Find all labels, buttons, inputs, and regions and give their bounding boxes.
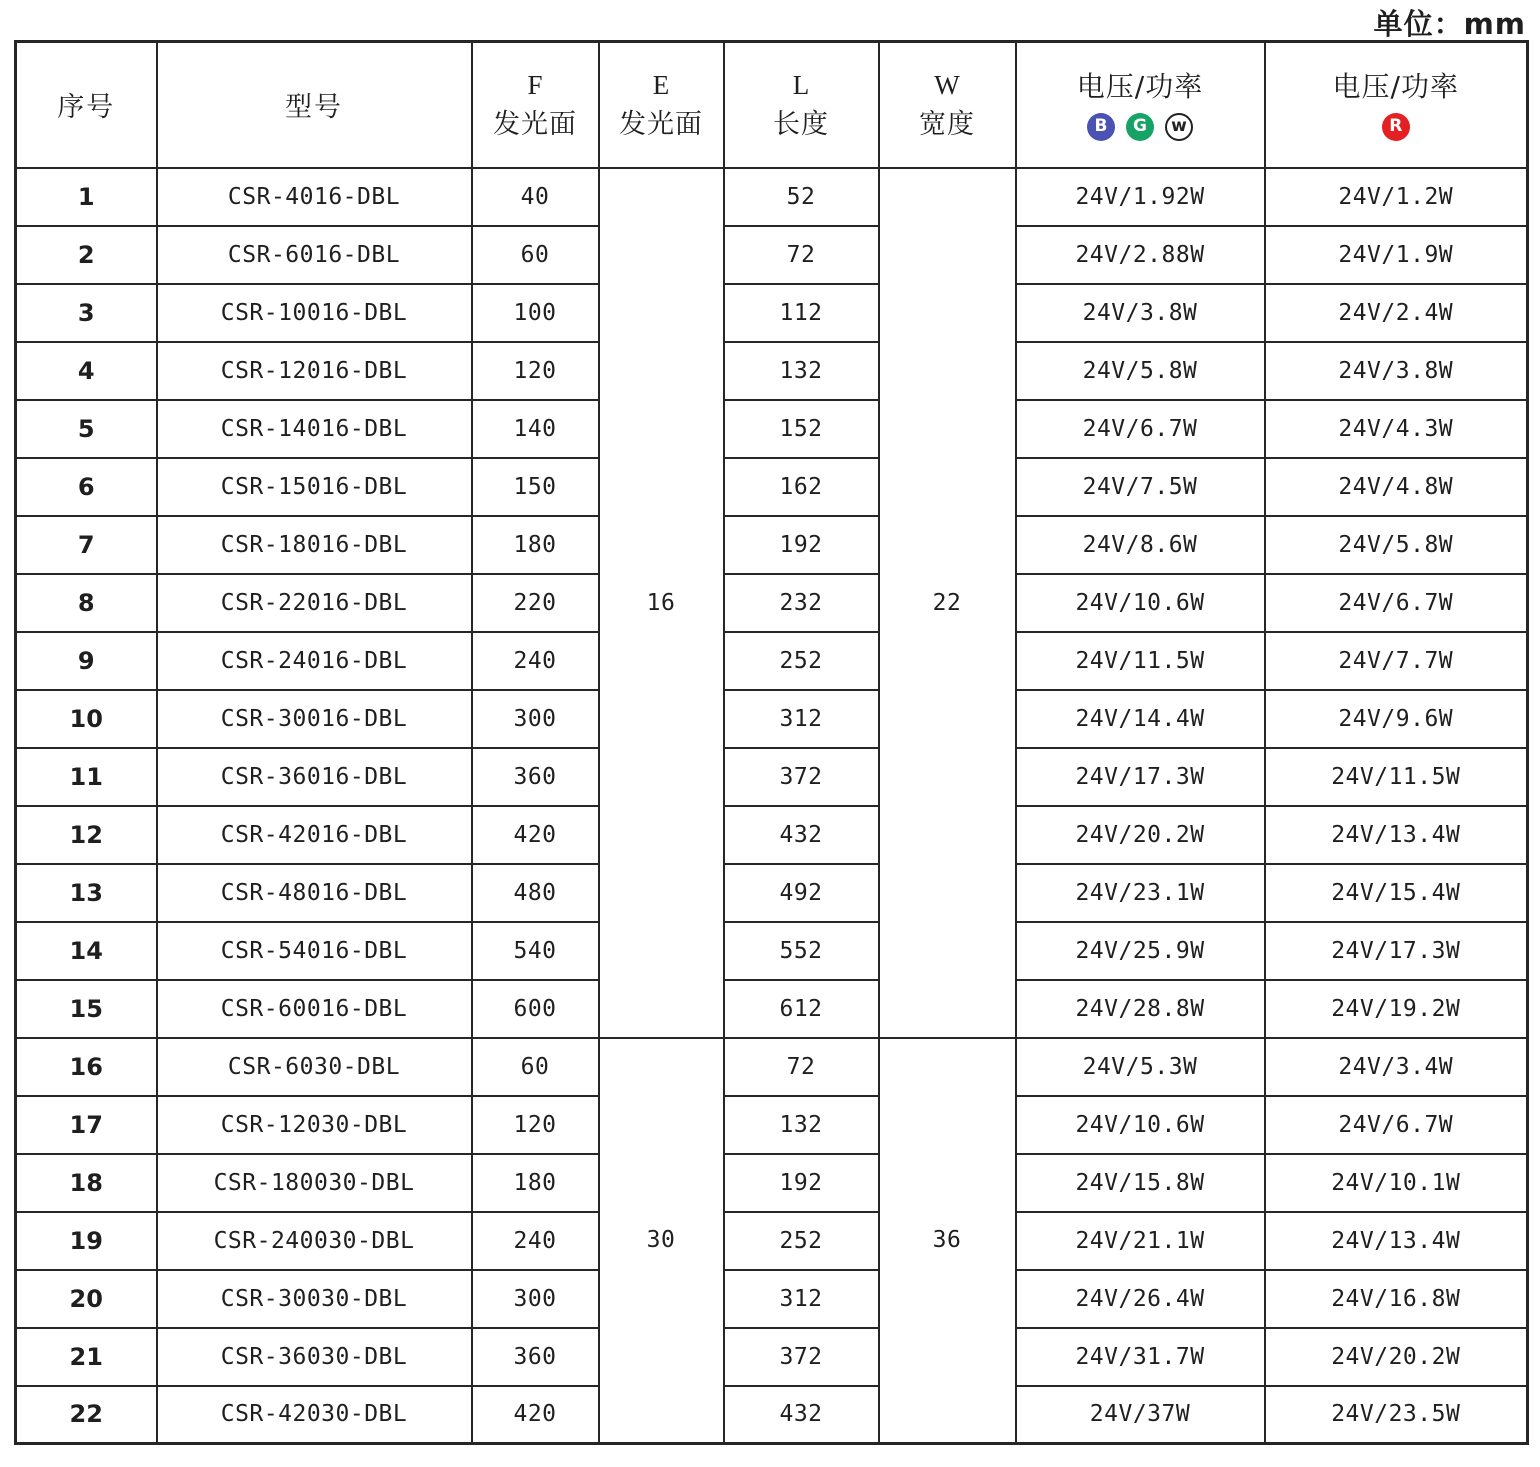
power-r-cell: 24V/6.7W <box>1265 574 1528 632</box>
header-no-label: 序号 <box>57 92 116 124</box>
l-cell: 312 <box>724 1270 879 1328</box>
f-cell: 420 <box>472 1386 599 1444</box>
model-cell: CSR-18016-DBL <box>157 516 472 574</box>
power-r-cell: 24V/6.7W <box>1265 1096 1528 1154</box>
model-cell: CSR-15016-DBL <box>157 458 472 516</box>
power-bgw-cell: 24V/17.3W <box>1016 748 1265 806</box>
unit-label: 单位：mm <box>1373 7 1526 41</box>
header-power-bgw <box>1016 42 1265 168</box>
power-bgw-cell: 24V/26.4W <box>1016 1270 1265 1328</box>
row-index-cell: 18 <box>16 1154 157 1212</box>
color-badge-w-icon: w <box>1165 113 1193 141</box>
header-l-letter: L <box>792 69 810 100</box>
model-cell: CSR-6016-DBL <box>157 226 472 284</box>
table-row <box>16 922 1528 980</box>
l-cell: 552 <box>724 922 879 980</box>
row-index-cell: 10 <box>16 690 157 748</box>
power-r-cell: 24V/3.4W <box>1265 1038 1528 1096</box>
power-bgw-cell: 24V/8.6W <box>1016 516 1265 574</box>
row-index-cell: 1 <box>16 168 157 226</box>
power-r-cell: 24V/4.3W <box>1265 400 1528 458</box>
row-index-cell: 22 <box>16 1386 157 1444</box>
power-r-cell: 24V/1.9W <box>1265 226 1528 284</box>
row-index-cell: 6 <box>16 458 157 516</box>
model-cell: CSR-10016-DBL <box>157 284 472 342</box>
l-cell: 152 <box>724 400 879 458</box>
table-row <box>16 458 1528 516</box>
l-cell: 252 <box>724 632 879 690</box>
model-cell: CSR-30030-DBL <box>157 1270 472 1328</box>
f-cell: 600 <box>472 980 599 1038</box>
power-bgw-cell: 24V/20.2W <box>1016 806 1265 864</box>
power-bgw-cell: 24V/7.5W <box>1016 458 1265 516</box>
model-cell: CSR-12030-DBL <box>157 1096 472 1154</box>
row-index-cell: 20 <box>16 1270 157 1328</box>
l-cell: 252 <box>724 1212 879 1270</box>
header-f-label: 发光面 <box>493 108 577 140</box>
table-row <box>16 1038 1528 1096</box>
power-bgw-cell: 24V/1.92W <box>1016 168 1265 226</box>
row-index-cell: 11 <box>16 748 157 806</box>
power-bgw-cell: 24V/10.6W <box>1016 1096 1265 1154</box>
power-bgw-cell: 24V/25.9W <box>1016 922 1265 980</box>
power-r-cell: 24V/15.4W <box>1265 864 1528 922</box>
model-cell: CSR-24016-DBL <box>157 632 472 690</box>
l-cell: 372 <box>724 1328 879 1386</box>
l-cell: 432 <box>724 1386 879 1444</box>
f-cell: 540 <box>472 922 599 980</box>
l-cell: 52 <box>724 168 879 226</box>
color-badge-r-icon: R <box>1382 113 1410 141</box>
model-cell: CSR-6030-DBL <box>157 1038 472 1096</box>
power-bgw-cell: 24V/10.6W <box>1016 574 1265 632</box>
power-r-cell: 24V/3.8W <box>1265 342 1528 400</box>
power-bgw-cell: 24V/23.1W <box>1016 864 1265 922</box>
table-row <box>16 690 1528 748</box>
model-cell: CSR-180030-DBL <box>157 1154 472 1212</box>
l-cell: 192 <box>724 1154 879 1212</box>
l-cell: 232 <box>724 574 879 632</box>
table-row <box>16 284 1528 342</box>
header-e <box>599 42 724 168</box>
table-row <box>16 574 1528 632</box>
header-l <box>724 42 879 168</box>
power-bgw-cell: 24V/15.8W <box>1016 1154 1265 1212</box>
row-index-cell: 4 <box>16 342 157 400</box>
table-row <box>16 168 1528 226</box>
power-bgw-cell: 24V/5.3W <box>1016 1038 1265 1096</box>
table-row <box>16 806 1528 864</box>
header-l-label: 长度 <box>773 108 829 140</box>
l-cell: 72 <box>724 1038 879 1096</box>
header-e-letter: E <box>652 69 670 100</box>
e-merged-cell: 16 <box>599 168 724 1038</box>
table-row <box>16 1154 1528 1212</box>
table-row <box>16 400 1528 458</box>
l-cell: 432 <box>724 806 879 864</box>
header-w-letter: W <box>934 69 960 100</box>
l-cell: 492 <box>724 864 879 922</box>
power-r-cell: 24V/19.2W <box>1265 980 1528 1038</box>
row-index-cell: 7 <box>16 516 157 574</box>
row-index-cell: 19 <box>16 1212 157 1270</box>
table-row <box>16 632 1528 690</box>
power-r-cell: 24V/13.4W <box>1265 806 1528 864</box>
power-r-cell: 24V/2.4W <box>1265 284 1528 342</box>
power-r-cell: 24V/7.7W <box>1265 632 1528 690</box>
model-cell: CSR-36030-DBL <box>157 1328 472 1386</box>
power-r-cell: 24V/16.8W <box>1265 1270 1528 1328</box>
model-cell: CSR-42030-DBL <box>157 1386 472 1444</box>
power-r-cell: 24V/4.8W <box>1265 458 1528 516</box>
model-cell: CSR-14016-DBL <box>157 400 472 458</box>
f-cell: 60 <box>472 1038 599 1096</box>
row-index-cell: 16 <box>16 1038 157 1096</box>
model-cell: CSR-60016-DBL <box>157 980 472 1038</box>
f-cell: 360 <box>472 1328 599 1386</box>
header-w <box>879 42 1016 168</box>
power-r-cell: 24V/17.3W <box>1265 922 1528 980</box>
power-r-cell: 24V/13.4W <box>1265 1212 1528 1270</box>
table-row <box>16 1096 1528 1154</box>
table-row <box>16 1328 1528 1386</box>
header-row <box>16 42 1528 168</box>
row-index-cell: 8 <box>16 574 157 632</box>
power-bgw-cell: 24V/21.1W <box>1016 1212 1265 1270</box>
f-cell: 150 <box>472 458 599 516</box>
l-cell: 372 <box>724 748 879 806</box>
f-cell: 240 <box>472 1212 599 1270</box>
f-cell: 420 <box>472 806 599 864</box>
f-cell: 140 <box>472 400 599 458</box>
header-power-r <box>1265 42 1528 168</box>
f-cell: 100 <box>472 284 599 342</box>
f-cell: 240 <box>472 632 599 690</box>
power-bgw-cell: 24V/3.8W <box>1016 284 1265 342</box>
row-index-cell: 21 <box>16 1328 157 1386</box>
f-cell: 300 <box>472 1270 599 1328</box>
power-bgw-cell: 24V/14.4W <box>1016 690 1265 748</box>
color-badge-b-icon: B <box>1087 113 1115 141</box>
table-row <box>16 748 1528 806</box>
row-index-cell: 3 <box>16 284 157 342</box>
header-f <box>472 42 599 168</box>
model-cell: CSR-48016-DBL <box>157 864 472 922</box>
l-cell: 162 <box>724 458 879 516</box>
row-index-cell: 14 <box>16 922 157 980</box>
model-cell: CSR-240030-DBL <box>157 1212 472 1270</box>
row-index-cell: 17 <box>16 1096 157 1154</box>
power-bgw-badges <box>1017 113 1264 141</box>
l-cell: 132 <box>724 342 879 400</box>
power-bgw-cell: 24V/5.8W <box>1016 342 1265 400</box>
f-cell: 120 <box>472 342 599 400</box>
table-row <box>16 864 1528 922</box>
f-cell: 480 <box>472 864 599 922</box>
spec-table <box>14 40 1529 1445</box>
header-model-label: 型号 <box>285 92 343 124</box>
header-w-label: 宽度 <box>919 108 975 140</box>
model-cell: CSR-22016-DBL <box>157 574 472 632</box>
header-power-r-title: 电压/功率 <box>1332 69 1459 103</box>
power-bgw-cell: 24V/31.7W <box>1016 1328 1265 1386</box>
f-cell: 180 <box>472 516 599 574</box>
power-r-cell: 24V/5.8W <box>1265 516 1528 574</box>
power-bgw-cell: 24V/11.5W <box>1016 632 1265 690</box>
table-row <box>16 342 1528 400</box>
l-cell: 312 <box>724 690 879 748</box>
power-r-badges <box>1266 113 1527 141</box>
f-cell: 360 <box>472 748 599 806</box>
f-cell: 300 <box>472 690 599 748</box>
f-cell: 40 <box>472 168 599 226</box>
row-index-cell: 13 <box>16 864 157 922</box>
model-cell: CSR-36016-DBL <box>157 748 472 806</box>
row-index-cell: 5 <box>16 400 157 458</box>
l-cell: 112 <box>724 284 879 342</box>
power-r-cell: 24V/11.5W <box>1265 748 1528 806</box>
f-cell: 60 <box>472 226 599 284</box>
l-cell: 612 <box>724 980 879 1038</box>
model-cell: CSR-4016-DBL <box>157 168 472 226</box>
power-r-cell: 24V/23.5W <box>1265 1386 1528 1444</box>
table-row <box>16 1270 1528 1328</box>
power-r-cell: 24V/10.1W <box>1265 1154 1528 1212</box>
table-row <box>16 980 1528 1038</box>
power-r-cell: 24V/9.6W <box>1265 690 1528 748</box>
w-merged-cell: 22 <box>879 168 1016 1038</box>
power-bgw-cell: 24V/2.88W <box>1016 226 1265 284</box>
table-row <box>16 226 1528 284</box>
table-row <box>16 1212 1528 1270</box>
l-cell: 132 <box>724 1096 879 1154</box>
row-index-cell: 9 <box>16 632 157 690</box>
power-bgw-cell: 24V/6.7W <box>1016 400 1265 458</box>
header-power-bgw-title: 电压/功率 <box>1076 69 1204 103</box>
w-merged-cell: 36 <box>879 1038 1016 1444</box>
model-cell: CSR-12016-DBL <box>157 342 472 400</box>
row-index-cell: 12 <box>16 806 157 864</box>
row-index-cell: 15 <box>16 980 157 1038</box>
f-cell: 180 <box>472 1154 599 1212</box>
model-cell: CSR-54016-DBL <box>157 922 472 980</box>
power-bgw-cell: 24V/28.8W <box>1016 980 1265 1038</box>
header-model <box>157 42 472 168</box>
f-cell: 120 <box>472 1096 599 1154</box>
power-r-cell: 24V/1.2W <box>1265 168 1528 226</box>
l-cell: 72 <box>724 226 879 284</box>
row-index-cell: 2 <box>16 226 157 284</box>
header-f-letter: F <box>527 69 543 100</box>
header-e-label: 发光面 <box>619 108 703 140</box>
model-cell: CSR-30016-DBL <box>157 690 472 748</box>
power-r-cell: 24V/20.2W <box>1265 1328 1528 1386</box>
header-no <box>16 42 157 168</box>
e-merged-cell: 30 <box>599 1038 724 1444</box>
l-cell: 192 <box>724 516 879 574</box>
f-cell: 220 <box>472 574 599 632</box>
model-cell: CSR-42016-DBL <box>157 806 472 864</box>
power-bgw-cell: 24V/37W <box>1016 1386 1265 1444</box>
table-row <box>16 516 1528 574</box>
color-badge-g-icon: G <box>1126 113 1154 141</box>
table-row <box>16 1386 1528 1444</box>
